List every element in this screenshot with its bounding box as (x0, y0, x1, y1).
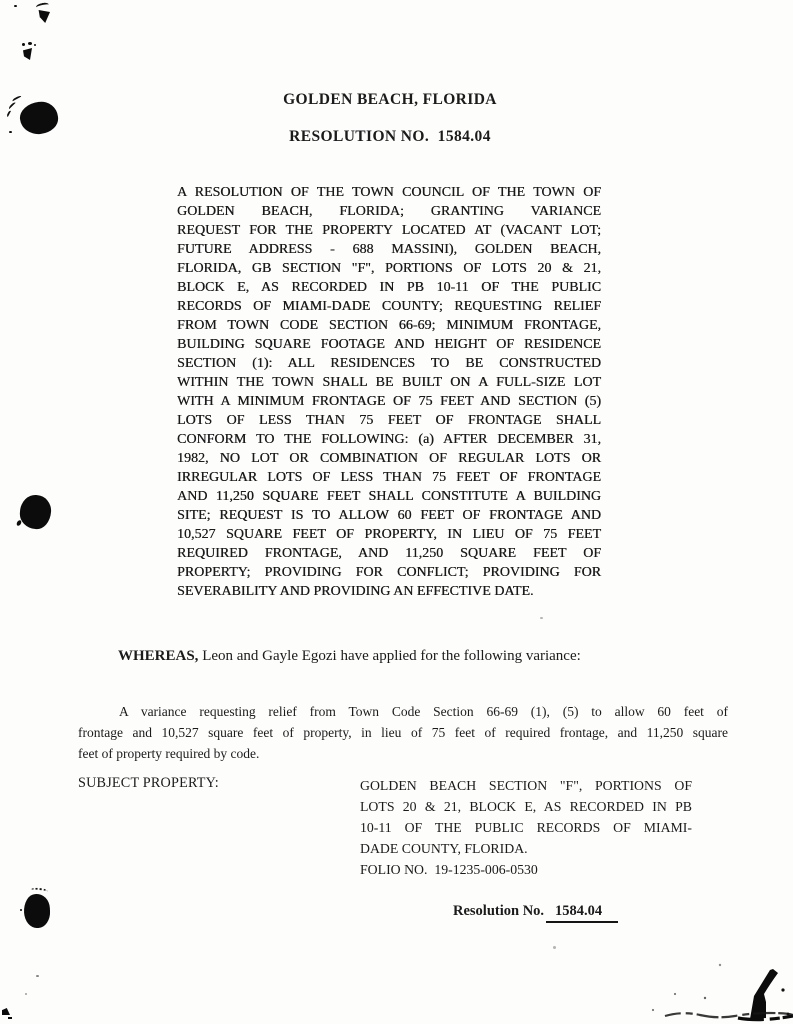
variance-paragraph (78, 701, 728, 764)
ink-blot-artifact (19, 494, 52, 530)
ink-speck-artifact (9, 131, 12, 133)
text-line: frontage and 10,527 square feet of property, in lieu of 75 feet of required frontage, and 11,250 square (78, 725, 728, 740)
text-line: BLOCK E, AS RECORDED IN PB 10-11 OF THE PUBLIC (177, 280, 601, 295)
text-line: BUILDING SQUARE FOOTAGE AND HEIGHT OF RESIDENCE (177, 337, 601, 352)
footer-resolution-line (453, 903, 618, 923)
whereas-clause (78, 648, 728, 665)
whereas-text: Leon and Gayle Egozi have applied for the following variance: (198, 648, 581, 664)
ink-speck-artifact (34, 44, 36, 46)
ink-speck-artifact (553, 946, 556, 949)
text-line: AND 11,250 SQUARE FEET SHALL CONSTITUTE A BUILDING (177, 489, 601, 504)
ink-speck-artifact (22, 43, 25, 46)
text-line: 10-11 OF THE PUBLIC RECORDS OF MIAMI- (360, 820, 692, 835)
text-line: PROPERTY; PROVIDING FOR CONFLICT; PROVIDING FOR (177, 565, 601, 580)
ink-speck-artifact (25, 993, 27, 995)
text-line: FUTURE ADDRESS - 688 MASSINI), GOLDEN BEACH, (177, 242, 601, 257)
text-line: GOLDEN BEACH SECTION "F", PORTIONS OF (360, 778, 692, 793)
ink-speck-artifact (16, 519, 22, 526)
text-line: IRREGULAR LOTS OF LESS THAN 75 FEET OF FRONTAGE (177, 470, 601, 485)
text-line: FROM TOWN CODE SECTION 66-69; MINIMUM FRONTAGE, (177, 318, 601, 333)
text-line: SECTION (1): ALL RESIDENCES TO BE CONSTRUCTED (177, 356, 601, 371)
text-line: A RESOLUTION OF THE TOWN COUNCIL OF THE TOWN OF (177, 185, 601, 200)
text-line: FLORIDA, GB SECTION "F", PORTIONS OF LOTS 20 & 21, (177, 261, 601, 276)
text-line: DADE COUNTY, FLORIDA. (360, 841, 528, 856)
ink-speck-artifact (36, 975, 39, 977)
resolution-summary-paragraph (177, 183, 601, 601)
text-line: REQUIRED FRONTAGE, AND 11,250 SQUARE FEET OF (177, 546, 601, 561)
resolution-number-title: RESOLUTION NO. 1584.04 (289, 128, 491, 145)
subject-property-block (360, 775, 692, 880)
text-line: LOTS OF LESS THAN 75 FEET OF FRONTAGE SHALL (177, 413, 601, 428)
ink-mark-artifact (2, 1008, 10, 1015)
footer-resolution-number: 1584.04 (546, 903, 618, 923)
text-line: SITE; REQUEST IS TO ALLOW 60 FEET OF FRONTAGE AND (177, 508, 601, 523)
text-line: WITH A MINIMUM FRONTAGE OF 75 FEET AND SECTION (5) (177, 394, 601, 409)
ink-mark-artifact (38, 10, 50, 23)
text-line: LOTS 20 & 21, BLOCK E, AS RECORDED IN PB (360, 799, 692, 814)
folio-number: FOLIO NO. 19-1235-006-0530 (360, 862, 538, 877)
ink-speck-artifact (8, 1017, 12, 1019)
ink-speck-artifact (20, 909, 22, 911)
ink-mark-artifact (36, 2, 50, 11)
subject-property-label: SUBJECT PROPERTY: (78, 775, 219, 791)
text-line: 1982, NO LOT OR COMBINATION OF REGULAR LOTS OR (177, 451, 601, 466)
text-line: A variance requesting relief from Town Code Section 66-69 (1), (5) to allow 60 feet of (119, 704, 728, 719)
ink-speck-artifact (540, 617, 543, 619)
text-line: CONFORM TO THE FOLLOWING: (a) AFTER DECEMBER 31, (177, 432, 601, 447)
ink-arc-artifact (31, 887, 48, 894)
smudge-streak-artifact (620, 950, 793, 1024)
whereas-keyword: WHEREAS, (118, 648, 199, 664)
text-line: REQUEST FOR THE PROPERTY LOCATED AT (VACANT LOT; (177, 223, 601, 238)
text-line: RECORDS OF MIAMI-DADE COUNTY; REQUESTING RELIEF (177, 299, 601, 314)
ink-speck-artifact (28, 42, 32, 45)
footer-resolution-label: Resolution No. (453, 903, 545, 919)
text-line: GOLDEN BEACH, FLORIDA; GRANTING VARIANCE (177, 204, 601, 219)
ink-speck-artifact (14, 5, 17, 7)
text-line: WITHIN THE TOWN SHALL BE BUILT ON A FULL-SIZE LOT (177, 375, 601, 390)
ink-blot-artifact (23, 893, 51, 928)
subject-property-description (360, 775, 692, 859)
text-line: feet of property required by code. (78, 746, 260, 761)
ink-arc-artifact (6, 110, 13, 118)
document-location-title: GOLDEN BEACH, FLORIDA (283, 91, 497, 108)
ink-mark-artifact (23, 48, 33, 60)
text-line: 10,527 SQUARE FEET OF PROPERTY, IN LIEU OF 75 FEET (177, 527, 601, 542)
text-line: SEVERABILITY AND PROVIDING AN EFFECTIVE DATE. (177, 584, 534, 599)
